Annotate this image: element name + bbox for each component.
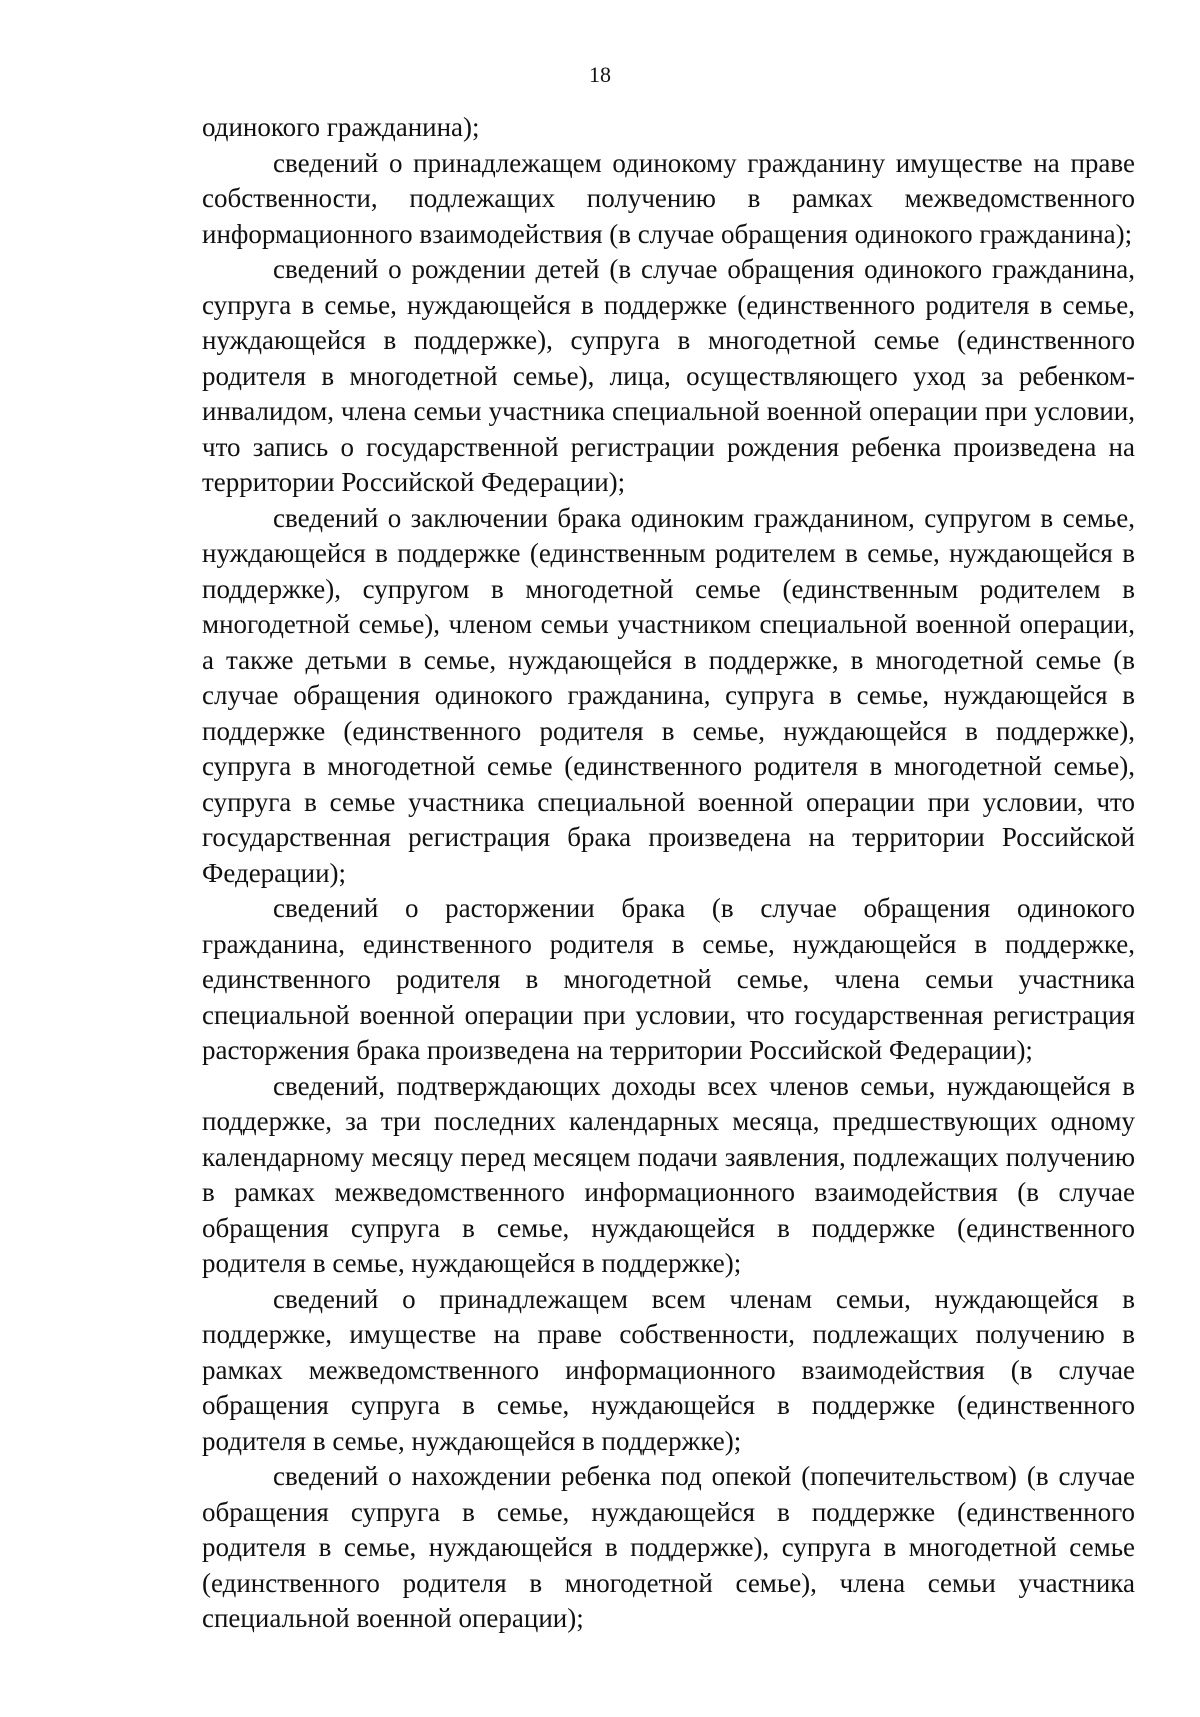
paragraph-continuation: одинокого гражданина); <box>202 112 480 142</box>
paragraph-marriage-registration: сведений о заключении брака одиноким гражданином, супругом в семье, нуждающейся в поддержке (единственным родителем в семье, нуждающейся в поддержке), супругом в многодетной семье (единственным родителем в многодетной семье), членом семьи участником специальной военной операции, а также детьми в семье, нуждающейся в поддержке, в многодетной семье (в случае обращения одинокого гражданина, супруга в семье, нуждающейся в поддержке (единственного родителя в семье, нуждающейся в поддержке), супруга в многодетной семье (единственного родителя в многодетной семье), супруга в семье участника специальной военной операции при условии, что государственная регистрация брака произведена на территории Российской Федерации); <box>202 502 1135 888</box>
paragraph-family-income: сведений, подтверждающих доходы всех членов семьи, нуждающейся в поддержке, за три последних календарных месяца, предшествующих одному календарному месяцу перед месяцем подачи заявления, подлежащих получению в рамках межведомственного информационного взаимодействия (в случае обращения супруга в семье, нуждающейся в поддержке (единственного родителя в семье, нуждающейся в поддержке); <box>202 1070 1135 1278</box>
document-body <box>202 110 1135 1637</box>
page-number: 18 <box>589 62 611 87</box>
paragraph-property-single-citizen: сведений о принадлежащем одинокому гражданину имуществе на праве собственности, подлежащих получению в рамках межведомственного информационного взаимодействия (в случае обращения одинокого гражданина); <box>202 147 1135 249</box>
paragraph-guardianship: сведений о нахождении ребенка под опекой (попечительством) (в случае обращения супруга в семье, нуждающейся в поддержке (единственного родителя в семье, нуждающейся в поддержке), супруга в многодетной семье (единственного родителя в многодетной семье), члена семьи участника специальной военной операции); <box>202 1461 1135 1633</box>
paragraph-divorce-registration: сведений о расторжении брака (в случае обращения одинокого гражданина, единственного родителя в семье, нуждающейся в поддержке, единственного родителя в многодетной семье, члена семьи участника специальной военной операции при условии, что государственная регистрация расторжения брака произведена на территории Российской Федерации); <box>202 893 1135 1065</box>
paragraph-birth-of-children: сведений о рождении детей (в случае обращения одинокого гражданина, супруга в семье, нуждающейся в поддержке (единственного родителя в семье, нуждающейся в поддержке), супруга в многодетной семье (единственного родителя в многодетной семье), лица, осуществляющего уход за ребенком-инвалидом, члена семьи участника специальной военной операции при условии, что запись о государственной регистрации рождения ребенка произведена на территории Российской Федерации); <box>202 254 1135 497</box>
paragraph-family-property: сведений о принадлежащем всем членам семьи, нуждающейся в поддержке, имуществе на праве собственности, подлежащих получению в рамках межведомственного информационного взаимодействия (в случае обращения супруга в семье, нуждающейся в поддержке (единственного родителя в семье, нуждающейся в поддержке); <box>202 1283 1135 1456</box>
